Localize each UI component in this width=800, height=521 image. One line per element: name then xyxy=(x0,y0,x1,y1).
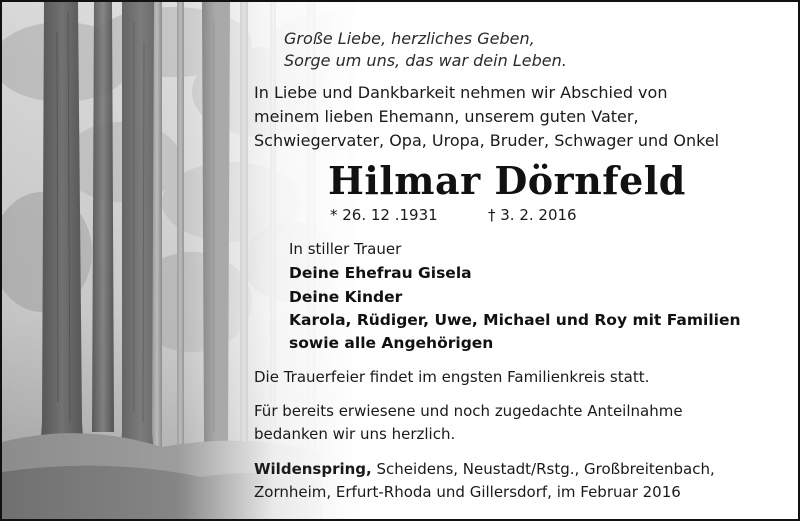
intro-line-2: meinem lieben Ehemann, unserem guten Vater, xyxy=(254,107,639,126)
poem-line-2: Sorge um uns, das war dein Leben. xyxy=(284,51,567,70)
mourners-wife: Deine Ehefrau Gisela xyxy=(289,264,472,282)
text-layer xyxy=(2,2,800,521)
places-primary-town: Wildenspring, xyxy=(254,460,372,478)
mourners-relatives: sowie alle Angehörigen xyxy=(289,334,494,352)
death-date: † 3. 2. 2016 xyxy=(488,206,577,224)
places-line-2: Zornheim, Erfurt-Rhoda und Gillersdorf, im Februar 2016 xyxy=(254,483,681,501)
mourners-children-names: Karola, Rüdiger, Uwe, Michael und Roy mit Familien xyxy=(289,311,741,329)
thanks-line-1: Für bereits erwiesene und noch zugedachte Anteilnahme xyxy=(254,402,683,420)
intro-line-1: In Liebe und Dankbarkeit nehmen wir Abschied von xyxy=(254,83,668,102)
thanks-line-2: bedanken wir uns herzlich. xyxy=(254,425,456,443)
mourners-children: Deine Kinder xyxy=(289,288,403,306)
places-other-towns: Scheidens, Neustadt/Rstg., Großbreitenbach, xyxy=(371,460,715,478)
mourners-label: In stiller Trauer xyxy=(289,240,402,258)
intro-line-3: Schwiegervater, Opa, Uropa, Bruder, Schwager und Onkel xyxy=(254,131,720,150)
deceased-name: Hilmar Dörnfeld xyxy=(328,158,686,203)
places-line-1 xyxy=(254,462,715,477)
poem-line-1: Große Liebe, herzliches Geben, xyxy=(284,29,535,48)
funeral-note: Die Trauerfeier findet im engsten Familienkreis statt. xyxy=(254,368,650,386)
birth-date: * 26. 12 .1931 xyxy=(330,206,438,224)
